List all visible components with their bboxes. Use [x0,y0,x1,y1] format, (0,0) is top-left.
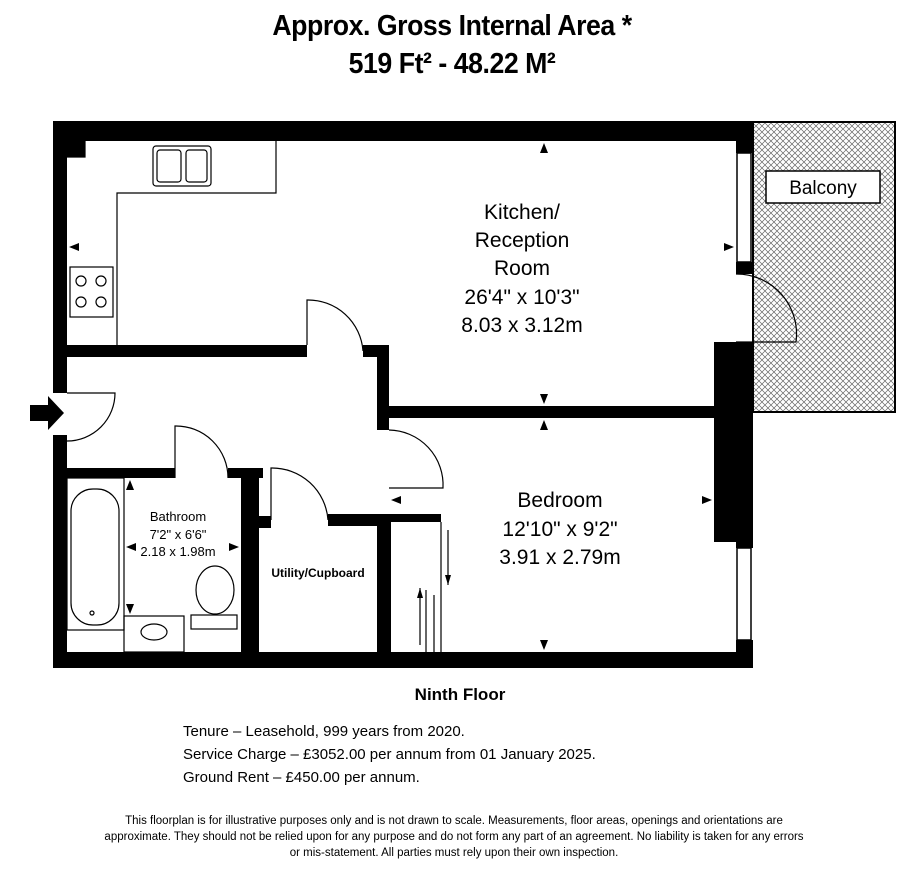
dimension-markers [69,143,734,650]
bathroom-label: Bathroom [149,509,207,524]
basin-unit [124,616,184,652]
wall-util-right [377,514,391,658]
balcony-label: Balcony [789,178,857,199]
bathroom-fittings [67,478,237,652]
toilet-bowl [196,566,234,614]
wall-left-upper [53,121,67,393]
bathroom-dims-metric: 2.18 x 1.98m [140,544,216,559]
kitchen-counter [67,141,276,345]
kitchen-label-1: Kitchen/ [484,201,560,224]
wardrobe [420,522,448,652]
service-charge-text: Service Charge – £3052.00 per annum from 01 January 2025. [183,746,596,763]
doors [67,274,797,520]
utility-door [271,468,328,520]
tenure-text: Tenure – Leasehold, 999 years from 2020. [183,723,465,740]
wall-corner-notch [67,141,85,157]
wall-bath-right [241,468,259,658]
area-value: 519 Ft² - 48.22 M² [348,48,556,80]
wall-bedroom-top [377,406,714,418]
kitchen-door [307,300,363,351]
bathroom-door [175,426,228,478]
kitchen-label-2: Reception [474,229,570,252]
utility-label: Utility/Cupboard [271,566,365,580]
floor-label: Ninth Floor [414,685,506,704]
wall-hall-top [67,345,307,357]
kitchen-label-3: Room [493,257,551,280]
entrance-arrow-icon [30,396,64,430]
wall-right-lower [736,342,753,548]
wall-right-bottom [736,640,753,658]
kitchen-dims-imperial: 26'4" x 10'3" [464,286,580,309]
bedroom-dims-metric: 3.91 x 2.79m [499,546,621,569]
hob [70,267,113,317]
wall-top [53,121,753,141]
wall-bottom [53,652,753,668]
window-kitchen [737,153,751,262]
toilet-cistern [191,615,237,629]
entrance-door [67,393,115,441]
wall-right-top [736,141,753,153]
basin [141,624,167,640]
wall-left-lower [53,435,67,668]
sink [153,146,211,186]
walls [53,121,753,668]
bedroom-label: Bedroom [517,489,603,512]
balcony [753,122,895,412]
wall-util-stub [259,516,271,528]
disclaimer [14,813,894,861]
wall-bath-top-left [67,468,175,478]
ground-rent-text: Ground Rent – £450.00 per annum. [183,769,420,786]
disclaimer-line-1: This floorplan is for illustrative purposes only and is not drawn to scale. Measurements, floor areas, openings and orientations are [125,815,783,827]
disclaimer-line-2: approximate. They should not be relied upon for any purpose and do not form any part of an agreement. No liability is taken for any errors [104,831,804,843]
kitchen-dims-metric: 8.03 x 3.12m [461,314,583,337]
disclaimer-line-3: or mis-statement. All parties must rely upon their own inspection. [289,847,619,859]
bedroom-door [389,430,443,488]
bathroom-dims-imperial: 7'2" x 6'6" [149,527,207,542]
window-bedroom [737,548,751,640]
bedroom-dims-imperial: 12'10" x 9'2" [502,518,618,541]
wall-right-mid [736,262,753,274]
area-title: Approx. Gross Internal Area * [272,10,632,42]
bath [67,478,124,630]
wall-wardrobe-top [389,514,441,522]
